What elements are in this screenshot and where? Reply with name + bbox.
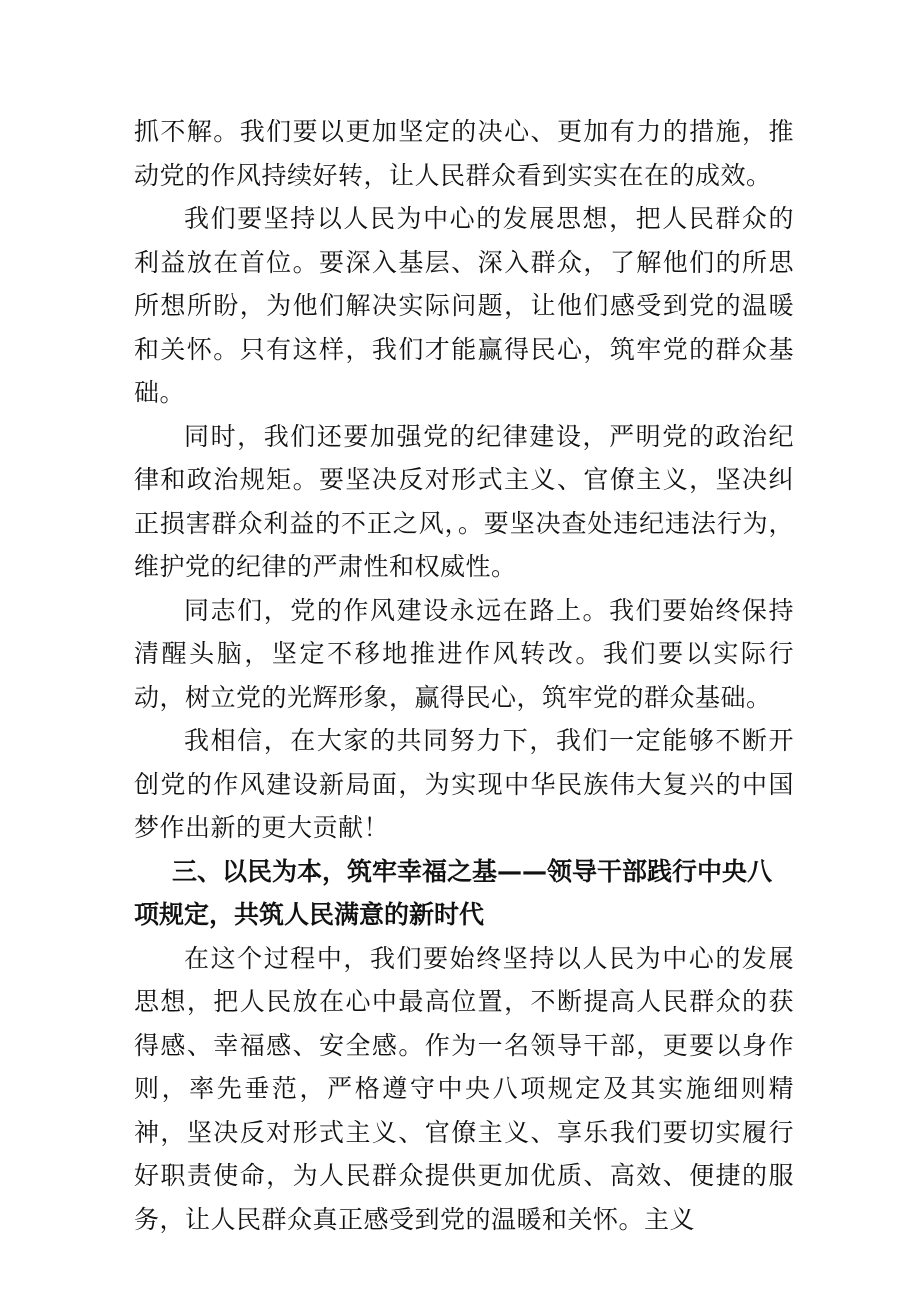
paragraph-3: 同时，我们还要加强党的纪律建设，严明党的政治纪律和政治规矩。要坚决反对形式主义、官僚主义，坚决纠正损害群众利益的不正之风，。要坚决查处违纪违法行为，维护党的纪律的严肃性和权威性。 [134,421,794,581]
document-body [134,110,794,1241]
paragraph-5: 我相信，在大家的共同努力下，我们一定能够不断开创党的作风建设新局面，为实现中华民族伟大复兴的中国梦作出新的更大贡献！ [134,726,794,842]
paragraph-4: 同志们，党的作风建设永远在路上。我们要始终保持清醒头脑，坚定不移地推进作风转改。我们要以实际行动，树立党的光辉形象，赢得民心，筑牢党的群众基础。 [134,595,794,712]
section-heading: 三、以民为本，筑牢幸福之基——领导干部践行中央八项规定，共筑人民满意的新时代 [134,856,773,929]
paragraph-2: 我们要坚持以人民为中心的发展思想，把人民群众的利益放在首位。要深入基层、深入群众，了解他们的所思所想所盼，为他们解决实际问题，让他们感受到党的温暖和关怀。只有这样，我们才能赢得民心，筑牢党的群众基础。 [134,204,794,407]
paragraph-1: 抓不解。我们要以更加坚定的决心、更加有力的措施，推动党的作风持续好转，让人民群众看到实实在在的成效。 [134,117,794,190]
paragraph-6: 在这个过程中，我们要始终坚持以人民为中心的发展思想，把人民放在心中最高位置，不断提高人民群众的获得感、幸福感、安全感。作为一名领导干部，更要以身作则，率先垂范，严格遵守中央八项规定及其实施细则精神，坚决反对形式主义、官僚主义、享乐我们要切实履行好职责使命，为人民群众提供更加优质、高效、便捷的服务，让人民群众真正感受到党的温暖和关怀。主义 [134,943,794,1234]
